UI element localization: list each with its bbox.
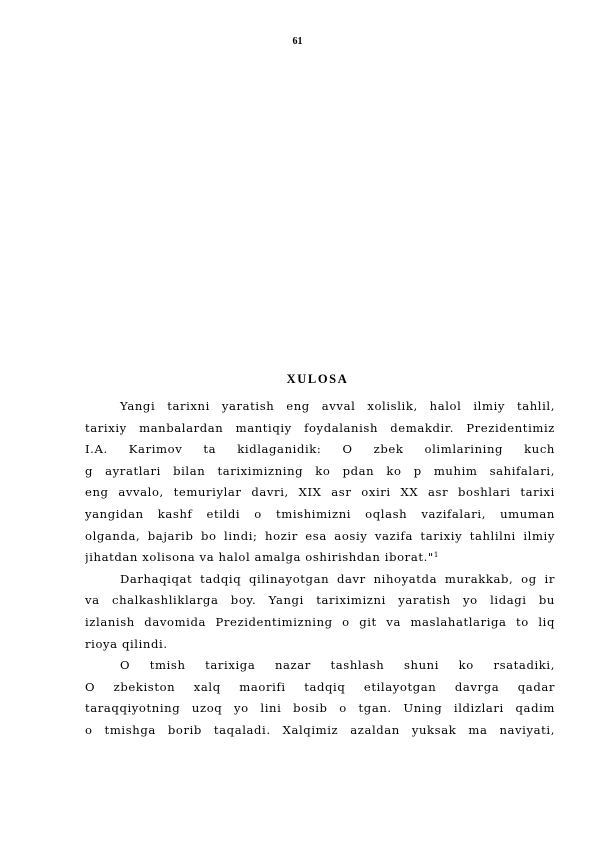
section-title: XULOSA <box>286 372 349 386</box>
paragraph-2-line-1: Darhaqiqat tadqiq qilinayotgan davr nihoyatda murakkab, og ir <box>120 571 555 586</box>
paragraph-2-line-4: rioya qilindi. <box>85 636 168 651</box>
paragraph-1-line-7: olganda, bajarib bo lindi; hozir esa aosiy vazifa tarixiy tahlilni ilmiy <box>85 528 555 543</box>
paragraph-1-line-5: eng avvalo, temuriylar davri, XIX asr oxiri XX asr boshlari tarixi <box>85 485 555 500</box>
paragraph-2-line-3: izlanish davomida Prezidentimizning o git va maslahatlariga to liq <box>85 614 555 629</box>
paragraph-1-line-8-text: jihatdan xolisona va halol amalga oshirishdan iborat." <box>85 550 434 565</box>
paragraph-1-line-3: I.A. Karimov ta kidlaganidik: O zbek olimlarining kuch <box>85 442 555 457</box>
page-number: 61 <box>292 36 303 47</box>
paragraph-3-line-2: O zbekiston xalq maorifi tadqiq etilayotgan davrga qadar <box>85 679 555 694</box>
paragraph-3-line-4: o tmishga borib taqaladi. Xalqimiz azaldan yuksak ma naviyati, <box>85 722 555 737</box>
paragraph-1-line-8 <box>85 547 555 569</box>
paragraph-1-line-2: tarixiy manbalardan mantiqiy foydalanish demakdir. Prezidentimiz <box>85 420 555 435</box>
paragraph-2-line-2: va chalkashliklarga boy. Yangi tariximizni yaratish yo lidagi bu <box>85 593 555 608</box>
paragraph-1-line-6: yangidan kashf etildi o tmishimizni oqlash vazifalari, umuman <box>85 506 555 521</box>
paragraph-1-line-4: g ayratlari bilan tariximizning ko pdan ko p muhim sahifalari, <box>85 463 555 478</box>
paragraph-3-line-3: taraqqiyotning uzoq yo lini bosib o tgan. Uning ildizlari qadim <box>85 701 555 716</box>
body-text <box>85 396 555 742</box>
paragraph-3-line-1: O tmish tarixiga nazar tashlash shuni ko rsatadiki, <box>120 658 555 673</box>
paragraph-1-line-1: Yangi tarixni yaratish eng avval xolislik, halol ilmiy tahlil, <box>120 399 555 413</box>
footnote-ref: 1 <box>433 551 439 560</box>
